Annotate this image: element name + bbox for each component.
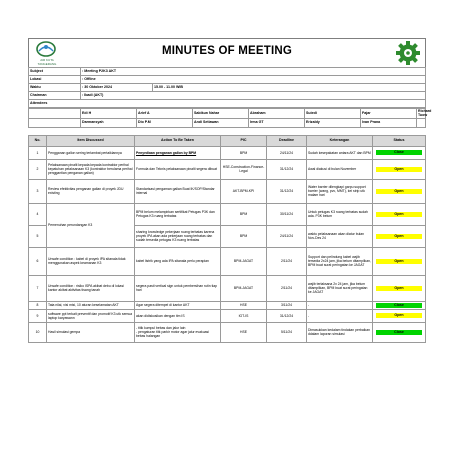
row-no: 9: [29, 309, 47, 322]
row-action: sharing knowledge pekerjaan ruang terbatas karena proyek IPA akan ada pekerjaan ruang terbatas dan sudah tersedia petugas K3 ruang terbatas: [135, 225, 221, 247]
row-deadline: 31/12/24: [267, 309, 307, 322]
table-row: [29, 159, 426, 179]
table-row: [29, 203, 426, 225]
row-deadline: 5/11/24: [267, 322, 307, 342]
status-badge: Close: [376, 303, 422, 308]
attendee-name: Fajar: [361, 109, 417, 119]
row-keterangan: Water barrier dilengkapi garpu support barrier (wang, pvc, MMT), kei strip utk malam hari: [307, 179, 373, 203]
row-deadline: 24/11/24: [267, 146, 307, 159]
document-header: [28, 38, 426, 67]
row-pic: BPM-JAGAT: [221, 247, 267, 275]
row-deadline: 24/11/24: [267, 225, 307, 247]
row-pic: BPM-JAGAT: [221, 275, 267, 301]
col-header-item: Item Discussed: [47, 135, 135, 146]
attendee-name: Richard Tuow: [418, 109, 432, 118]
attendee-name: [417, 118, 426, 127]
row-no: 4: [29, 203, 47, 225]
row-item: Review efektivitas penganan galian di proyek JDU existing: [47, 179, 135, 203]
table-row: [29, 247, 426, 275]
row-pic: IGT-IS: [221, 309, 267, 322]
attendee-name: Irma GT: [249, 118, 305, 127]
row-pic: BPM: [221, 225, 267, 247]
row-no: 7: [29, 275, 47, 301]
row-keterangan: -: [307, 309, 373, 322]
row-item: Unsafe condition : kabel di proyek IPA sitanala tidak menggunakan aspek keamanan K3: [47, 247, 135, 275]
row-deadline: 2/11/24: [267, 247, 307, 275]
status-badge: Open: [376, 167, 422, 172]
attendees-table: [28, 108, 432, 135]
row-keterangan: waktu pelaksanaan akan diatur bulan Nov-Des 24: [307, 225, 373, 247]
row-keterangan: -: [307, 301, 373, 309]
row-pic: BPM: [221, 146, 267, 159]
attendee-name: Andi Setiawan: [193, 118, 249, 127]
row-pic: HSE: [221, 322, 267, 342]
attendee-name: Edi H: [81, 109, 137, 119]
row-no: 2: [29, 159, 47, 179]
row-keterangan: Untuk petugas K3 ruang terbatas sudah ada. P3K belum: [307, 203, 373, 225]
attendees-label: Attendees: [29, 100, 426, 108]
attendees-row: [29, 109, 426, 119]
attendee-name: Dio P.M: [137, 118, 193, 127]
status-badge: Close: [376, 330, 422, 335]
status-badge: Open: [376, 286, 422, 291]
row-deadline: 30/11/24: [267, 203, 307, 225]
row-action: kabel listrik yang ada IPA sitanala perlu perapian: [135, 247, 221, 275]
table-row: [29, 179, 426, 203]
chairman-value: : Ibadi (AKT): [81, 92, 426, 100]
attendee-name: Sabikun Nahar: [193, 109, 249, 119]
row-deadline: 3/11/24: [267, 301, 307, 309]
col-header-pic: PIC: [221, 135, 267, 146]
row-action: segera pasti vertical sign untuk pembersihan rutin tiap hari: [135, 275, 221, 301]
waktu-label: Waktu: [29, 84, 81, 92]
row-deadline: 31/12/24: [267, 179, 307, 203]
col-header-action: Action To Be Taken: [135, 135, 221, 146]
table-row: [29, 275, 426, 301]
col-header-no: No.: [29, 135, 47, 146]
row-item: Pengganan gallon sering terlambat pertaiklannya: [47, 146, 135, 159]
row-item: Pelaksanaan pinalti kepada kepada kontraktor perihal kepatuhan pelaksanaan K3 (kontraktor berulama perihal penggantian penganan galian): [47, 159, 135, 179]
logo-caption: AIR KUTA TANGERANG: [37, 58, 57, 66]
row-keterangan: Sudah kesepakatan antara AKT dan BPM: [307, 146, 373, 159]
row-action: Standarisasi pengaman galian Buat IK/SOP/Standar internal: [135, 179, 221, 203]
minutes-sheet: [28, 38, 432, 343]
col-header-status: Status: [373, 135, 426, 146]
row-action: Formula dan Teknis pelaksanaan pinalti segera dibuat: [135, 159, 221, 179]
status-badge: Open: [376, 234, 422, 239]
row-keterangan: wajib terlaksana 2x 24 jam, jika belum ditampilkan, BPM buat surat peringatan ke JAGAT: [307, 275, 373, 301]
subject-label: Subject: [29, 68, 81, 76]
action-items-table: [28, 135, 426, 343]
row-keterangan: Support dan pelindung kabel wajib tersedia 2x24 jam, jika belum ditampilkan, BPM buat surat peringatan ke JAGAT: [307, 247, 373, 275]
jam-value: 15.00 - 11.00 WIB: [153, 84, 426, 92]
table-row: [29, 322, 426, 342]
row-keterangan: Dimasukkan kedalam tindakan perbaikan ddalam laporan simulasi: [307, 322, 373, 342]
row-no: 5: [29, 225, 47, 247]
row-action: akan didiskusikan dengan tim IS: [135, 309, 221, 322]
attendees-row: [29, 118, 426, 127]
row-pic: AKT-BPM-KPI: [221, 179, 267, 203]
table-header-row: [29, 135, 426, 146]
attendee-name: Ivan Prana: [361, 118, 417, 127]
table-row: [29, 309, 426, 322]
status-badge: Open: [376, 259, 422, 264]
status-badge: Close: [376, 150, 422, 155]
attendee-name: Darmansyah: [81, 118, 137, 127]
lokasi-value: : Offline: [81, 76, 426, 84]
row-pic: HSE: [221, 301, 267, 309]
row-action: Agar segera ditempel di kantor AKT: [135, 301, 221, 309]
row-keterangan: Awal diakusi di bulan November: [307, 159, 373, 179]
chairman-label: Chairman: [29, 92, 81, 100]
attendee-name: Abraham: [249, 109, 305, 119]
status-badge: Open: [376, 189, 422, 194]
row-deadline: 2/11/24: [267, 275, 307, 301]
row-no: 6: [29, 247, 47, 275]
row-action: - titik kumpul bebas dan jalur lain - pengaturan titk parkir motor agar jalur evakuasi bebas halangan: [135, 322, 221, 342]
col-header-keterangan: Keterangan: [307, 135, 373, 146]
row-deadline: 31/12/24: [267, 159, 307, 179]
row-item: Unsafe condition : risiko ISPA akibat debu di lokasi kantor akibat aktivitas tisang tanah: [47, 275, 135, 301]
row-no: 1: [29, 146, 47, 159]
attendee-name: Suiedi: [305, 109, 361, 119]
row-no: 10: [29, 322, 47, 342]
waktu-value: : 30 Oktober 2024: [81, 84, 153, 92]
status-badge: Open: [376, 313, 422, 318]
lokasi-label: Lokasi: [29, 76, 81, 84]
row-action: Penyediaan penganan gallon by BPM: [135, 146, 221, 159]
row-item: Pemenuhan perundangan K3: [47, 203, 135, 247]
row-pic: HSE-Construction-Finance-Legal: [221, 159, 267, 179]
table-row: [29, 146, 426, 159]
row-item: Hasil simulasi gempa: [47, 322, 135, 342]
row-item: Tata nilai, visi misi, 10 aturan keselamatan AKT: [47, 301, 135, 309]
attendee-name: Arief A: [137, 109, 193, 119]
gear-icon: [395, 40, 421, 66]
col-header-deadline: Deadline: [267, 135, 307, 146]
page-title: MINUTES OF MEETING: [161, 45, 293, 57]
subject-value: : Meeting P2K3 AKT: [81, 68, 426, 76]
row-item: software ppt terkait preventif dan promotif K3 utk semua laptop karyawann: [47, 309, 135, 322]
row-pic: BPM: [221, 203, 267, 225]
row-no: 8: [29, 301, 47, 309]
attendee-name: Erizaldy: [305, 118, 361, 127]
row-no: 3: [29, 179, 47, 203]
status-badge: Open: [376, 212, 422, 217]
table-row: [29, 301, 426, 309]
meeting-info-table: [28, 67, 426, 108]
row-action: BPM belum melampirkan sertifikat Petugas P3K dan Petugas K3 ruang terbatas: [135, 203, 221, 225]
